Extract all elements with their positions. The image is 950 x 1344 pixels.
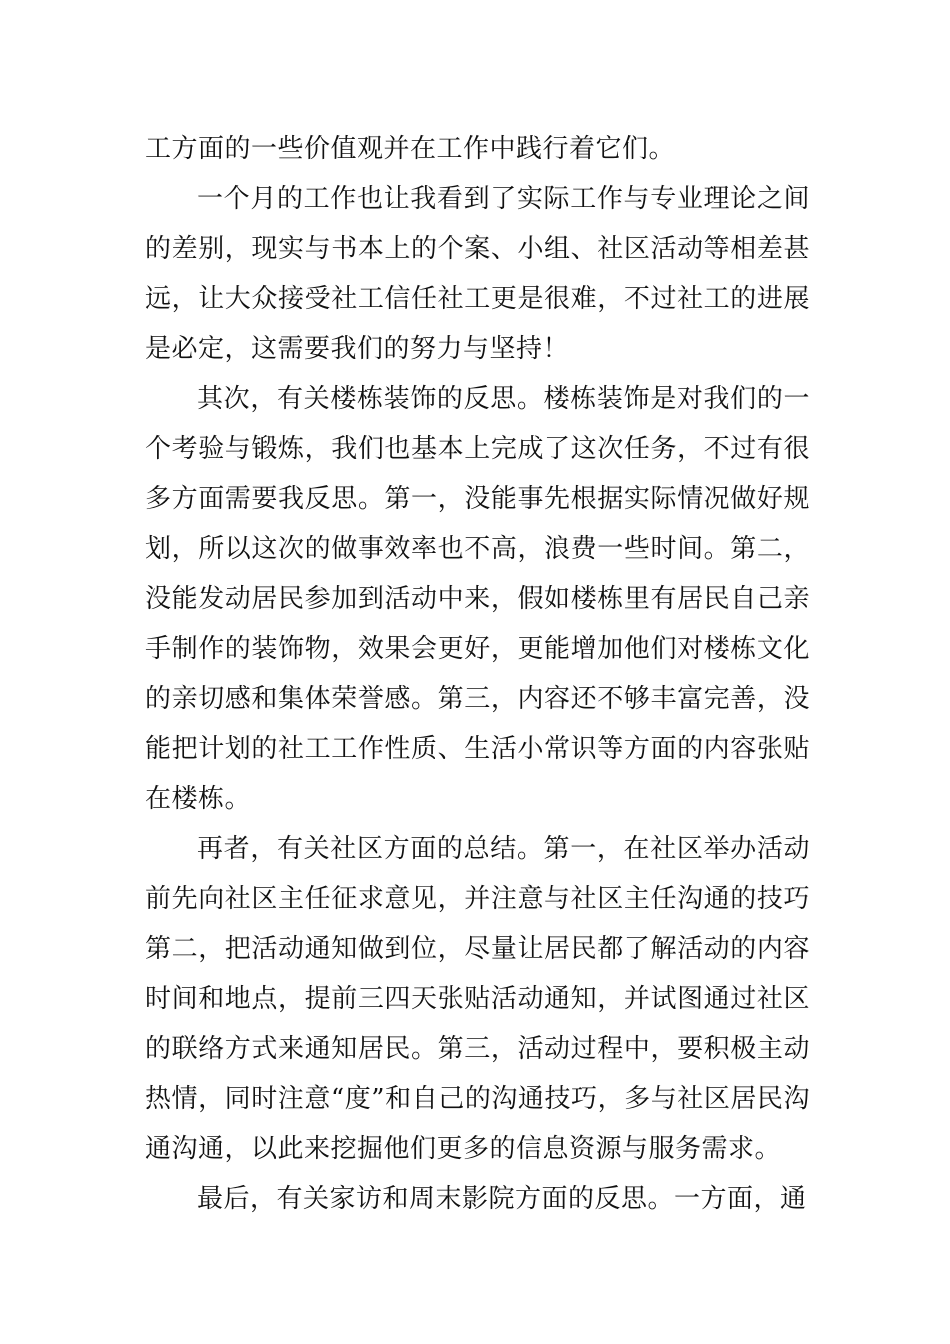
paragraph-5: 最后，有关家访和周末影院方面的反思。一方面，通 [197,1184,807,1214]
paragraph-2: 一个月的工作也让我看到了实际工作与专业理论之间的差别，现实与书本上的个案、小组、社区活动等相差甚远，让大众接受社工信任社工更是很难，不过社工的进展是必定，这需要我们的努力与坚持！ [145,184,810,364]
paragraph-3: 其次，有关楼栋装饰的反思。楼栋装饰是对我们的一个考验与锻炼，我们也基本上完成了这次任务，不过有很多方面需要我反思。第一，没能事先根据实际情况做好规划，所以这次的做事效率也不高，浪费一些时间。第二，没能发动居民参加到活动中来，假如楼栋里有居民自己亲手制作的装饰物，效果会更好，更能增加他们对楼栋文化的亲切感和集体荣誉感。第三，内容还不够丰富完善，没能把计划的社工工作性质、生活小常识等方面的内容张贴在楼栋。 [145,384,810,814]
paragraph-4: 再者，有关社区方面的总结。第一，在社区举办活动前先向社区主任征求意见，并注意与社区主任沟通的技巧第二，把活动通知做到位，尽量让居民都了解活动的内容时间和地点，提前三四天张贴活动通知，并试图通过社区的联络方式来通知居民。第三，活动过程中，要积极主动热情，同时注意“度”和自己的沟通技巧，多与社区居民沟通沟通，以此来挖掘他们更多的信息资源与服务需求。 [145,834,810,1164]
document-body [145,124,810,1224]
paragraph-1: 工方面的一些价值观并在工作中践行着它们。 [145,134,676,164]
